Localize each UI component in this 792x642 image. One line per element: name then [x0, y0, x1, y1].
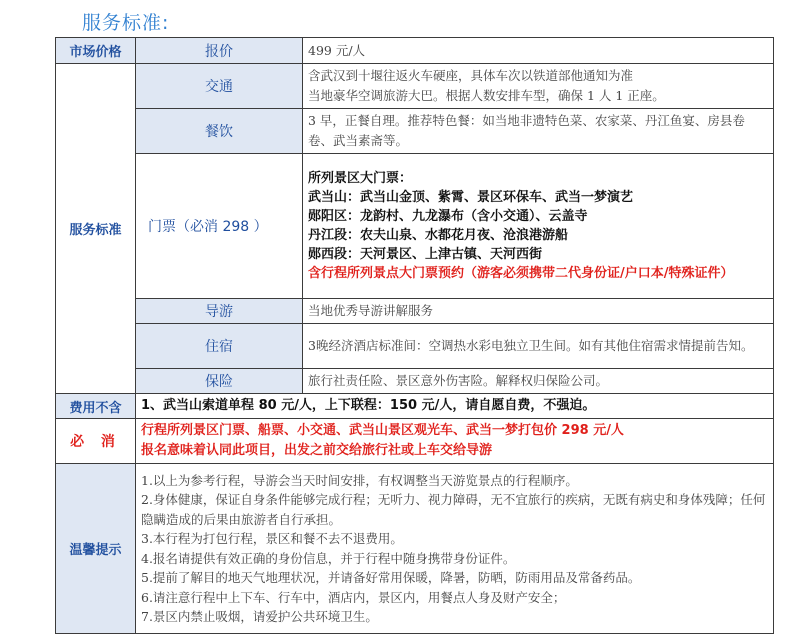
tickets-text — [303, 154, 774, 299]
price-row — [56, 38, 774, 64]
quote-label: 报价 — [136, 38, 303, 64]
tickets-line: 所列景区大门票： — [308, 171, 413, 186]
transport-label: 交通 — [136, 64, 303, 109]
tickets-line: 丹江段：农夫山泉、水都花月夜、沧浪港游船 — [308, 228, 569, 243]
meals-row — [56, 109, 774, 154]
insurance-row — [56, 369, 774, 394]
tip-item: 2.身体健康，保证自身条件能够完成行程；无听力、视力障碍，无不宜旅行的疾病，无既有病史和身体残障；任何隐瞒造成的后果由旅游者自行承担。 — [141, 492, 766, 527]
mandatory-line: 行程所列景区门票、船票、小交通、武当山景区观光车、武当一梦打包价 298 元/人 — [141, 423, 624, 438]
tips-text — [136, 464, 774, 634]
price-value: 499 元/人 — [303, 38, 774, 64]
tips-label: 温馨提示 — [56, 464, 136, 634]
insurance-text: 旅行社责任险、景区意外伤害险。解释权归保险公司。 — [303, 369, 774, 394]
lodging-label: 住宿 — [136, 324, 303, 369]
market-price-label: 市场价格 — [56, 38, 136, 64]
tip-item: 3.本行程为打包行程，景区和餐不去不退费用。 — [141, 531, 403, 546]
tickets-red-note: 含行程所列景点大门票预约（游客必须携带二代身份证/户口本/特殊证件） — [308, 266, 734, 281]
lodging-row — [56, 324, 774, 369]
section-title: 服务标准: — [82, 12, 170, 34]
mandatory-text — [136, 419, 774, 464]
tip-item: 4.报名请提供有效正确的身份信息，并于行程中随身携带身份证件。 — [141, 550, 516, 566]
tip-item: 1.以上为参考行程，导游会当天时间安排，有权调整当天游览景点的行程顺序。 — [141, 472, 578, 488]
tickets-row — [56, 154, 774, 299]
tickets-label: 门票（必消 298 ） — [136, 154, 303, 299]
transport-row — [56, 64, 774, 109]
tip-item: 6.请注意行程中上下车、行车中，酒店内，景区内，用餐点人身及财产安全； — [141, 589, 566, 605]
service-standard-table — [55, 37, 774, 634]
mandatory-row — [56, 419, 774, 464]
tickets-line: 郧阳区：龙韵村、九龙瀑布（含小交通）、云盖寺 — [308, 209, 588, 224]
excluded-row — [56, 394, 774, 419]
service-standard-label: 服务标准 — [56, 64, 136, 394]
guide-row — [56, 299, 774, 324]
excluded-label: 费用不含 — [56, 394, 136, 419]
guide-text: 当地优秀导游讲解服务 — [303, 299, 774, 324]
meals-label: 餐饮 — [136, 109, 303, 154]
mandatory-label: 必 消 — [56, 419, 136, 464]
transport-line: 当地豪华空调旅游大巴。根据人数安排车型，确保 1 人 1 正座。 — [308, 88, 665, 103]
guide-label: 导游 — [136, 299, 303, 324]
mandatory-line: 报名意味着认同此项目，出发之前交给旅行社或上车交给导游 — [141, 443, 493, 458]
lodging-text: 3晚经济酒店标准间：空调热水彩电独立卫生间。如有其他住宿需求情提前告知。 — [303, 324, 774, 369]
tip-item: 7.景区内禁止吸烟，请爱护公共环境卫生。 — [141, 609, 378, 624]
excluded-text: 1、武当山索道单程 80 元/人，上下联程：150 元/人，请自愿自费，不强迫。 — [136, 394, 774, 419]
tickets-line: 武当山：武当山金顶、紫霄、景区环保车、武当一梦演艺 — [308, 190, 634, 205]
insurance-label: 保险 — [136, 369, 303, 394]
tickets-line: 郧西段：天河景区、上津古镇、天河西街 — [308, 247, 543, 262]
tip-item: 5.提前了解目的地天气地理状况，并请备好常用保暖，降暑，防晒，防雨用品及常备药品。 — [141, 570, 641, 585]
transport-text — [303, 64, 774, 109]
transport-line: 含武汉到十堰往返火车硬座，具体车次以铁道部他通知为准 — [308, 68, 634, 83]
meals-text: 3 早，正餐自理。推荐特色餐：如当地非遗特色菜、农家菜、丹江鱼宴、房县卷卷、武当素斋等。 — [303, 109, 774, 154]
tips-row — [56, 464, 774, 634]
